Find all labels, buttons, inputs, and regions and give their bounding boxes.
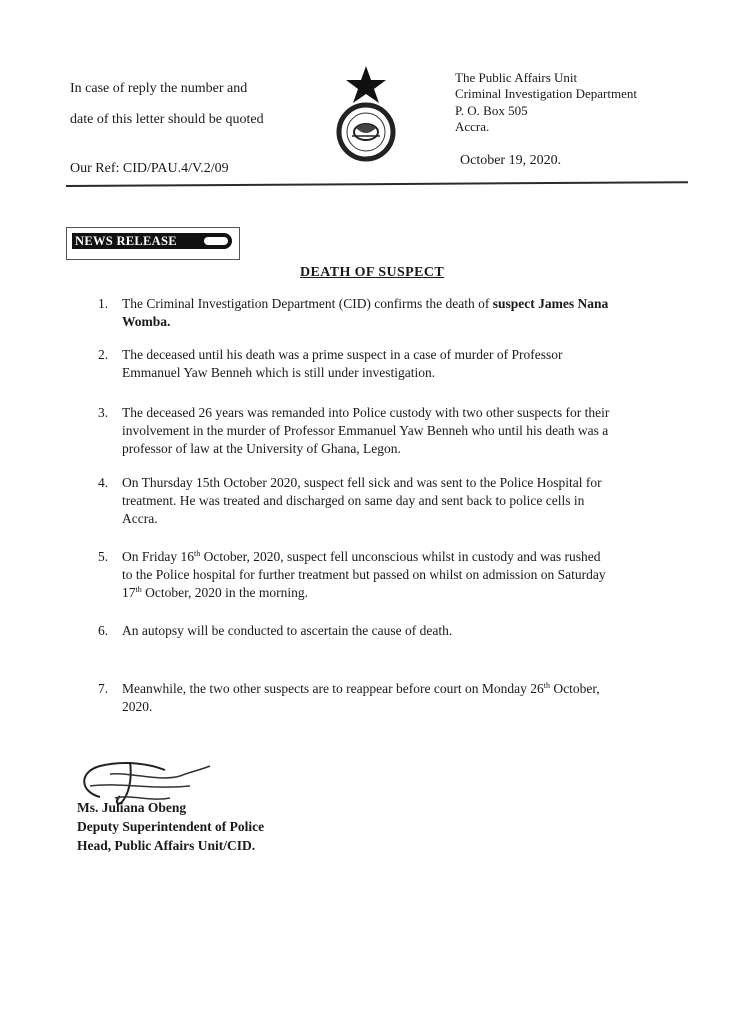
paragraph-text: Meanwhile, the two other suspects are to reappear before court on Monday 26	[122, 681, 544, 696]
paragraph-text: October, 2020, suspect fell unconscious whilst in custody and was rushed	[200, 549, 601, 564]
paragraph-line: 2020.	[122, 699, 153, 714]
suspect-surname: Womba.	[122, 314, 171, 329]
paragraph-line: The deceased until his death was a prime suspect in a case of murder of Professor	[122, 347, 563, 362]
news-release-badge	[72, 233, 232, 249]
letter-date: October 19, 2020.	[460, 153, 562, 168]
release-title: DEATH OF SUSPECT	[300, 265, 445, 280]
paragraph-text: The Criminal Investigation Department (CID) confirms the death of	[122, 296, 490, 311]
paragraph-text: October,	[549, 681, 600, 696]
paragraph-line: Accra.	[122, 511, 158, 526]
paragraph-number: 1.	[98, 296, 109, 311]
paragraph-line: treatment. He was treated and discharged on same day and sent back to police cells in	[122, 493, 585, 508]
reply-instruction-line1: In case of reply the number and	[70, 81, 248, 96]
ordinal-suffix: th	[135, 585, 142, 594]
paragraph-number: 3.	[98, 405, 109, 420]
address-line: Accra.	[455, 118, 490, 134]
ordinal-suffix: th	[543, 681, 550, 690]
signatory-name: Ms. Juliana Obeng	[77, 800, 187, 815]
address-line: P. O. Box 505	[455, 102, 528, 118]
address-line: Criminal Investigation Department	[455, 86, 637, 102]
signatory-rank: Deputy Superintendent of Police	[77, 819, 265, 834]
paragraph-number: 7.	[98, 681, 109, 696]
paragraph-line: On Thursday 15th October 2020, suspect fell sick and was sent to the Police Hospital for	[122, 475, 602, 490]
news-release-label: NEWS RELEASE	[75, 234, 177, 248]
address-block	[455, 70, 637, 135]
paragraph-line: involvement in the murder of Professor Emmanuel Yaw Benneh who until his death was a	[122, 423, 609, 438]
paragraph-line: The deceased 26 years was remanded into Police custody with two other suspects for their	[122, 405, 610, 420]
our-reference: Our Ref: CID/PAU.4/V.2/09	[70, 161, 229, 176]
ghana-police-emblem-icon	[318, 62, 414, 162]
paragraph-line: An autopsy will be conducted to ascertain the cause of death.	[122, 623, 453, 638]
address-line: The Public Affairs Unit	[455, 70, 578, 85]
badge-decoration	[204, 237, 228, 245]
paragraph-text: 17	[122, 585, 136, 600]
paragraph-line: Emmanuel Yaw Benneh which is still under investigation.	[122, 365, 436, 380]
paragraph-line: professor of law at the University of Ghana, Legon.	[122, 441, 401, 456]
suspect-name: suspect James Nana	[492, 296, 609, 311]
paragraph-number: 4.	[98, 475, 109, 490]
header-divider	[66, 181, 688, 187]
paragraph-number: 5.	[98, 549, 109, 564]
reply-instruction-line2: date of this letter should be quoted	[70, 112, 264, 127]
paragraph-line: to the Police hospital for further treatment but passed on whilst on admission on Saturday	[122, 567, 606, 582]
paragraph-number: 2.	[98, 347, 109, 362]
paragraph-text: On Friday 16	[122, 549, 194, 564]
signatory-office: Head, Public Affairs Unit/CID.	[77, 838, 256, 853]
paragraph-text: October, 2020 in the morning.	[141, 585, 309, 600]
ordinal-suffix: th	[194, 549, 201, 558]
paragraph-number: 6.	[98, 623, 109, 638]
